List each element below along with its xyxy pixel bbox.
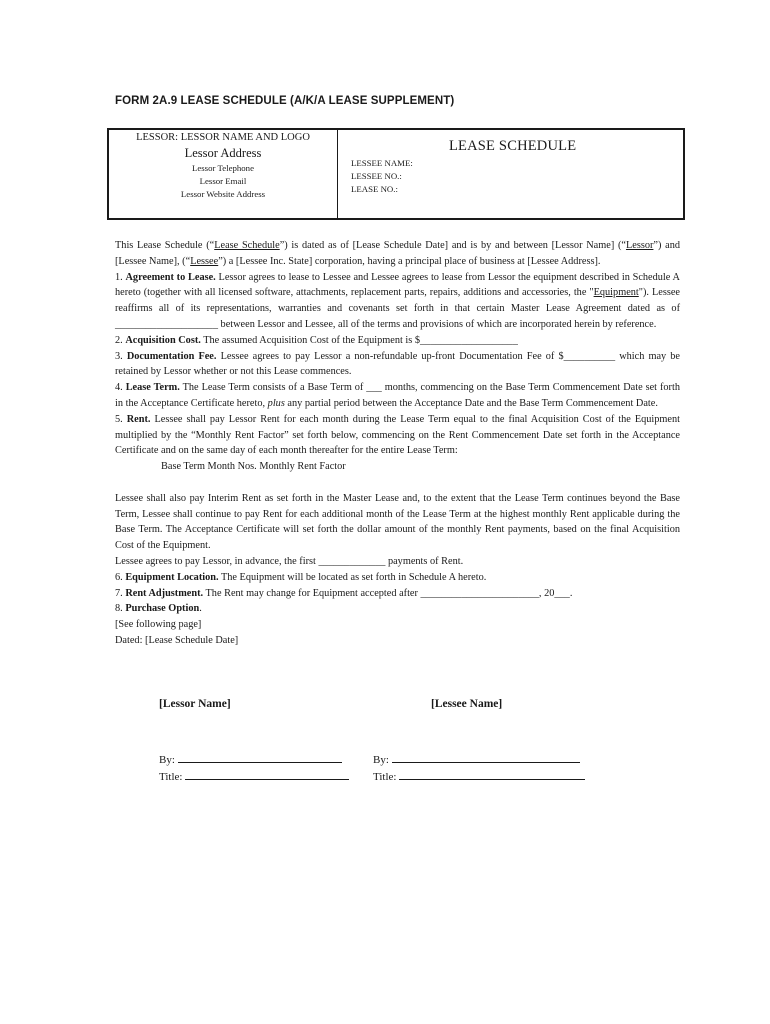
section-documentation-fee: [115, 349, 680, 381]
section-heading: Documentation Fee.: [126, 350, 217, 362]
section-heading: Lease Term.: [125, 382, 180, 394]
lessee-name-label: LESSEE NAME:: [351, 158, 413, 168]
lessor-by-field[interactable]: [178, 752, 342, 763]
form-title: FORM 2A.9 LEASE SCHEDULE (A/K/A LEASE SUPPLEMENT): [115, 95, 455, 107]
section-text: any partial period between the Acceptance Date and the Base Term Commencement Date.: [287, 397, 658, 409]
interim-rent-paragraph: Lessee shall also pay Interim Rent as set forth in the Master Lease and, to the extent that the Lease Term continues beyond the Base Term, Lessee shall continue to pay Rent for each additional month of the Lease Term at the highest monthly Rent applicable during the Base Term. The Acceptance Certificate will set forth the dollar amount of the monthly Rent payments, based on the final Acquisition Cost of the Equipment.: [115, 492, 680, 552]
lessor-email: Lessor Email: [199, 176, 247, 186]
intro-text: ”) is dated as of [Lease Schedule Date] and is by and between [Lessor Name] (“: [279, 240, 626, 251]
lessor-heading: LESSOR: LESSOR NAME AND LOGO: [136, 132, 310, 143]
lessee-info-cell: [338, 130, 683, 218]
lessor-website: Lessor Website Address: [180, 189, 266, 199]
section-heading: Acquisition Cost.: [125, 334, 201, 346]
section-number: 5.: [115, 413, 123, 425]
section-heading: Agreement to Lease.: [125, 271, 216, 283]
section-equipment-location: [115, 570, 680, 586]
lessor-info-cell: [109, 130, 338, 218]
defined-term-lessee: Lessee: [190, 255, 219, 267]
section-rent: [115, 412, 680, 459]
lessor-by-line: [159, 752, 342, 766]
dated-line: Dated: [Lease Schedule Date]: [115, 634, 239, 646]
section-heading: Rent.: [126, 413, 151, 425]
emphasis-plus: plus: [267, 397, 285, 409]
defined-term-equipment: Equipment: [593, 287, 639, 299]
lease-no-label: LEASE NO.:: [351, 184, 398, 194]
section-number: 2.: [115, 334, 123, 346]
advance-payments-line: Lessee agrees to pay Lessor, in advance, the first _____________ payments of Rent.: [115, 555, 464, 567]
intro-text: ”) and [Lessee Name], (“: [115, 240, 681, 267]
intro-text: ”) a [Lessee Inc. State] corporation, having a principal place of business at [Lessee Address].: [218, 255, 601, 267]
lessor-title-line: [159, 769, 349, 783]
section-text: .: [199, 603, 202, 615]
section-text: Lessee agrees to pay Lessor a non-refundable up-front Documentation Fee of $__________ which may be retained by Lessor whether or not this Lease commences.: [115, 350, 681, 378]
lessor-name-signature: [Lessor Name]: [159, 698, 231, 710]
title-label: Title:: [159, 771, 183, 783]
by-label: By:: [373, 754, 389, 766]
lease-schedule-title: LEASE SCHEDULE: [449, 138, 577, 154]
lessor-telephone: Lessor Telephone: [191, 163, 254, 173]
section-text: The Equipment will be located as set forth in Schedule A hereto.: [220, 571, 487, 583]
section-number: 7.: [115, 587, 123, 599]
lessee-title-field[interactable]: [399, 769, 585, 780]
lessee-name-signature: [Lessee Name]: [431, 698, 503, 710]
intro-text: This Lease Schedule (“: [115, 240, 215, 251]
section-number: 8.: [115, 603, 123, 615]
section-number: 1.: [115, 271, 123, 283]
see-following-page: [See following page]: [115, 619, 202, 631]
section-heading: Rent Adjustment.: [125, 587, 204, 599]
header-box: [107, 128, 685, 220]
title-label: Title:: [373, 771, 397, 783]
schedule-body: [115, 238, 680, 649]
section-rent-adjustment: [115, 586, 680, 602]
defined-term-lease-schedule: Lease Schedule: [214, 240, 280, 251]
section-number: 3.: [115, 350, 123, 362]
lessee-by-field[interactable]: [392, 752, 580, 763]
section-text: Lessee shall pay Lessor Rent for each month during the Lease Term equal to the final Acquisition Cost of the Equipment multiplied by the “Monthly Rent Factor” set forth below, commencing on the Rent Commencement Date set forth in the Acceptance Certificate and on the same day of each month thereafter for the entire Lease Term:: [115, 413, 681, 457]
section-number: 6.: [115, 571, 123, 583]
lessor-title-field[interactable]: [185, 769, 349, 780]
section-acquisition-cost: [115, 333, 680, 349]
defined-term-lessor: Lessor: [625, 240, 654, 251]
rent-table-header: Base Term Month Nos. Monthly Rent Factor: [161, 461, 346, 473]
section-heading: Purchase Option: [125, 603, 200, 615]
section-lease-term: [115, 380, 680, 412]
lessor-address: Lessor Address: [184, 146, 262, 160]
section-text: "). Lessee reaffirms all of its representations, warranties and covenants set forth in that certain Master Lease Agreement dated as of ____________________ between Lessor and Lessee, all of the terms and provisions of which are incorporated herein by reference.: [115, 287, 680, 330]
section-agreement-to-lease: [115, 270, 680, 333]
section-number: 4.: [115, 382, 123, 394]
lessee-title-line: [373, 769, 585, 783]
lessee-no-label: LESSEE NO.:: [351, 171, 402, 181]
section-purchase-option: [115, 601, 680, 617]
section-text: The assumed Acquisition Cost of the Equipment is $___________________: [203, 334, 518, 346]
section-text: Lessor agrees to lease to Lessee and Lessee agrees to lease from Lessor the equipment described in Schedule A hereto (together with all licensed software, attachments, replacement parts, repairs, additions and accessories, the ": [115, 271, 680, 299]
by-label: By:: [159, 754, 175, 766]
intro-paragraph: [115, 238, 680, 270]
section-heading: Equipment Location.: [125, 571, 219, 583]
lessee-by-line: [373, 752, 580, 766]
section-text: The Rent may change for Equipment accepted after _______________________, 20___.: [205, 587, 573, 599]
section-text: The Lease Term consists of a Base Term of ___ months, commencing on the Base Term Commencement Date set forth in the Acceptance Certificate hereto,: [115, 382, 680, 409]
